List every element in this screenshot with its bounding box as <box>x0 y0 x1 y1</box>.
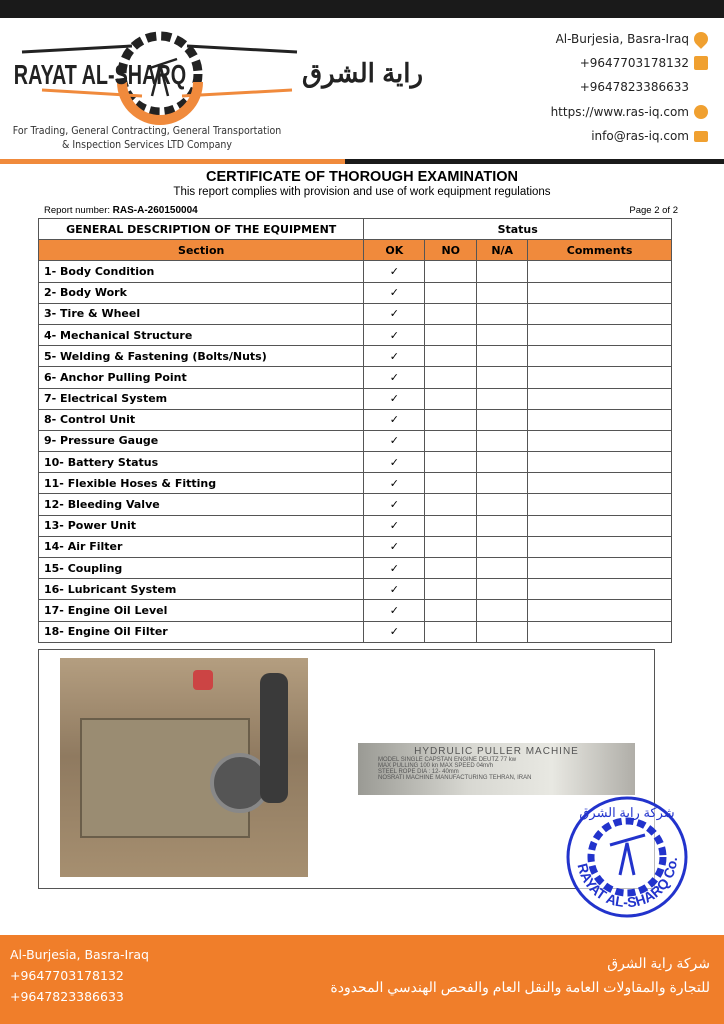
no-cell <box>425 346 477 367</box>
equipment-photo <box>60 658 308 877</box>
table-row <box>39 388 672 409</box>
no-cell <box>425 494 477 515</box>
no-cell <box>425 452 477 473</box>
footer-phone-2: +9647823386633 <box>10 989 124 1004</box>
ok-cell: ✓ <box>364 494 425 515</box>
na-cell <box>477 409 528 430</box>
ok-cell: ✓ <box>364 430 425 451</box>
col-ok: OK <box>364 240 425 261</box>
na-cell <box>477 367 528 388</box>
comments-cell <box>528 600 672 621</box>
table-row <box>39 494 672 515</box>
document-title: CERTIFICATE OF THOROUGH EXAMINATION <box>205 169 518 185</box>
svg-text:راية الشرق: راية الشرق <box>302 58 424 88</box>
location-pin-icon <box>691 29 711 49</box>
table-row <box>39 515 672 536</box>
ok-cell: ✓ <box>364 515 425 536</box>
section-name: 17- Engine Oil Level <box>39 600 364 621</box>
svg-text:RAYAT AL-SHARQ: RAYAT AL-SHARQ <box>13 59 187 91</box>
comments-cell <box>528 473 672 494</box>
section-name: 4- Mechanical Structure <box>39 324 364 345</box>
na-cell <box>477 621 528 642</box>
section-name: 11- Flexible Hoses & Fitting <box>39 473 364 494</box>
company-stamp <box>565 795 689 919</box>
comments-cell <box>528 430 672 451</box>
no-cell <box>425 579 477 600</box>
header-rule-orange <box>0 159 345 164</box>
contact-phone-1: +9647703178132 <box>580 56 708 70</box>
ok-cell: ✓ <box>364 367 425 388</box>
ok-cell: ✓ <box>364 600 425 621</box>
col-no: NO <box>425 240 477 261</box>
footer-address: Al-Burjesia, Basra-Iraq <box>10 947 149 962</box>
section-name: 5- Welding & Fastening (Bolts/Nuts) <box>39 346 364 367</box>
section-name: 15- Coupling <box>39 558 364 579</box>
no-cell <box>425 430 477 451</box>
na-cell <box>477 346 528 367</box>
na-cell <box>477 494 528 515</box>
no-cell <box>425 388 477 409</box>
comments-cell <box>528 282 672 303</box>
contact-phone-2: +9647823386633 <box>579 80 689 94</box>
phone-icon <box>694 56 708 70</box>
table-row <box>39 621 672 642</box>
comments-cell <box>528 367 672 388</box>
footer <box>0 935 724 1024</box>
table-row <box>39 473 672 494</box>
ok-cell: ✓ <box>364 579 425 600</box>
header-rule-dark <box>345 159 724 164</box>
ok-cell: ✓ <box>364 409 425 430</box>
na-cell <box>477 261 528 282</box>
na-cell <box>477 515 528 536</box>
comments-cell <box>528 324 672 345</box>
contact-address: Al-Burjesia, Basra-Iraq <box>556 32 708 46</box>
comments-cell <box>528 515 672 536</box>
table-row <box>39 409 672 430</box>
na-cell <box>477 536 528 557</box>
general-description-header: GENERAL DESCRIPTION OF THE EQUIPMENT <box>39 219 364 240</box>
section-name: 18- Engine Oil Filter <box>39 621 364 642</box>
section-name: 12- Bleeding Valve <box>39 494 364 515</box>
comments-cell <box>528 452 672 473</box>
comments-cell <box>528 346 672 367</box>
svg-text:RAYAT AL-SHARQ Co.: RAYAT AL-SHARQ Co. <box>574 856 681 911</box>
ok-cell: ✓ <box>364 261 425 282</box>
table-row <box>39 452 672 473</box>
na-cell <box>477 473 528 494</box>
table-row <box>39 579 672 600</box>
table-row <box>39 558 672 579</box>
na-cell <box>477 430 528 451</box>
report-number: Report number: RAS-A-260150004 <box>44 205 198 216</box>
no-cell <box>425 324 477 345</box>
globe-icon <box>694 105 708 119</box>
ok-cell: ✓ <box>364 452 425 473</box>
ok-cell: ✓ <box>364 536 425 557</box>
no-cell <box>425 600 477 621</box>
comments-cell <box>528 494 672 515</box>
top-bar <box>0 0 724 18</box>
section-name: 10- Battery Status <box>39 452 364 473</box>
na-cell <box>477 558 528 579</box>
col-na: N/A <box>477 240 528 261</box>
section-name: 9- Pressure Gauge <box>39 430 364 451</box>
table-row <box>39 324 672 345</box>
section-name: 14- Air Filter <box>39 536 364 557</box>
comments-cell <box>528 579 672 600</box>
section-name: 8- Control Unit <box>39 409 364 430</box>
no-cell <box>425 473 477 494</box>
na-cell <box>477 388 528 409</box>
table-row <box>39 536 672 557</box>
table-row <box>39 367 672 388</box>
comments-cell <box>528 409 672 430</box>
ok-cell: ✓ <box>364 621 425 642</box>
no-cell <box>425 303 477 324</box>
no-cell <box>425 536 477 557</box>
na-cell <box>477 452 528 473</box>
section-name: 2- Body Work <box>39 282 364 303</box>
table-row <box>39 282 672 303</box>
svg-text:شركة راية الشرق: شركة راية الشرق <box>579 805 675 820</box>
ok-cell: ✓ <box>364 388 425 409</box>
na-cell <box>477 600 528 621</box>
footer-arabic-name: شركة راية الشرق <box>607 955 710 971</box>
col-comments: Comments <box>528 240 672 261</box>
section-name: 3- Tire & Wheel <box>39 303 364 324</box>
document-subtitle: This report complies with provision and use of work equipment regulations <box>173 186 551 198</box>
section-name: 6- Anchor Pulling Point <box>39 367 364 388</box>
contact-website[interactable]: https://www.ras-iq.com <box>551 105 708 119</box>
na-cell <box>477 579 528 600</box>
comments-cell <box>528 388 672 409</box>
section-name: 13- Power Unit <box>39 515 364 536</box>
company-logo <box>12 24 424 124</box>
ok-cell: ✓ <box>364 303 425 324</box>
company-tagline: For Trading, General Contracting, General Transportation & Inspection Services LTD Company <box>12 125 282 151</box>
col-section: Section <box>39 240 364 261</box>
no-cell <box>425 409 477 430</box>
ok-cell: ✓ <box>364 324 425 345</box>
no-cell <box>425 367 477 388</box>
contact-email[interactable]: info@ras-iq.com <box>591 129 708 143</box>
table-row <box>39 261 672 282</box>
no-cell <box>425 621 477 642</box>
ok-cell: ✓ <box>364 473 425 494</box>
na-cell <box>477 303 528 324</box>
table-row <box>39 303 672 324</box>
ok-cell: ✓ <box>364 346 425 367</box>
inspection-table <box>38 218 672 643</box>
section-name: 1- Body Condition <box>39 261 364 282</box>
table-row <box>39 346 672 367</box>
status-header: Status <box>364 219 672 240</box>
footer-arabic-tagline: للتجارة والمقاولات العامة والنقل العام والفحص الهندسي المحدودة <box>330 979 710 995</box>
table-row <box>39 600 672 621</box>
no-cell <box>425 261 477 282</box>
no-cell <box>425 515 477 536</box>
table-row <box>39 430 672 451</box>
comments-cell <box>528 621 672 642</box>
ok-cell: ✓ <box>364 282 425 303</box>
footer-phone-1: +9647703178132 <box>10 968 124 983</box>
section-name: 7- Electrical System <box>39 388 364 409</box>
comments-cell <box>528 536 672 557</box>
comments-cell <box>528 261 672 282</box>
comments-cell <box>528 303 672 324</box>
na-cell <box>477 282 528 303</box>
ok-cell: ✓ <box>364 558 425 579</box>
nameplate-photo: HYDRULIC PULLER MACHINE MODEL SINGLE CAPSTAN ENGINE DEUTZ 77 kw MAX PULLING 100 kn MAX SPEED 04m/h STEEL ROPE DIA : 12- 40mm NOSRATI MACHINE MANUFACTURING TEHRAN, IRAN <box>358 743 635 795</box>
section-name: 16- Lubricant System <box>39 579 364 600</box>
na-cell <box>477 324 528 345</box>
page-indicator: Page 2 of 2 <box>629 205 678 216</box>
no-cell <box>425 558 477 579</box>
no-cell <box>425 282 477 303</box>
comments-cell <box>528 558 672 579</box>
mail-icon <box>694 131 708 142</box>
